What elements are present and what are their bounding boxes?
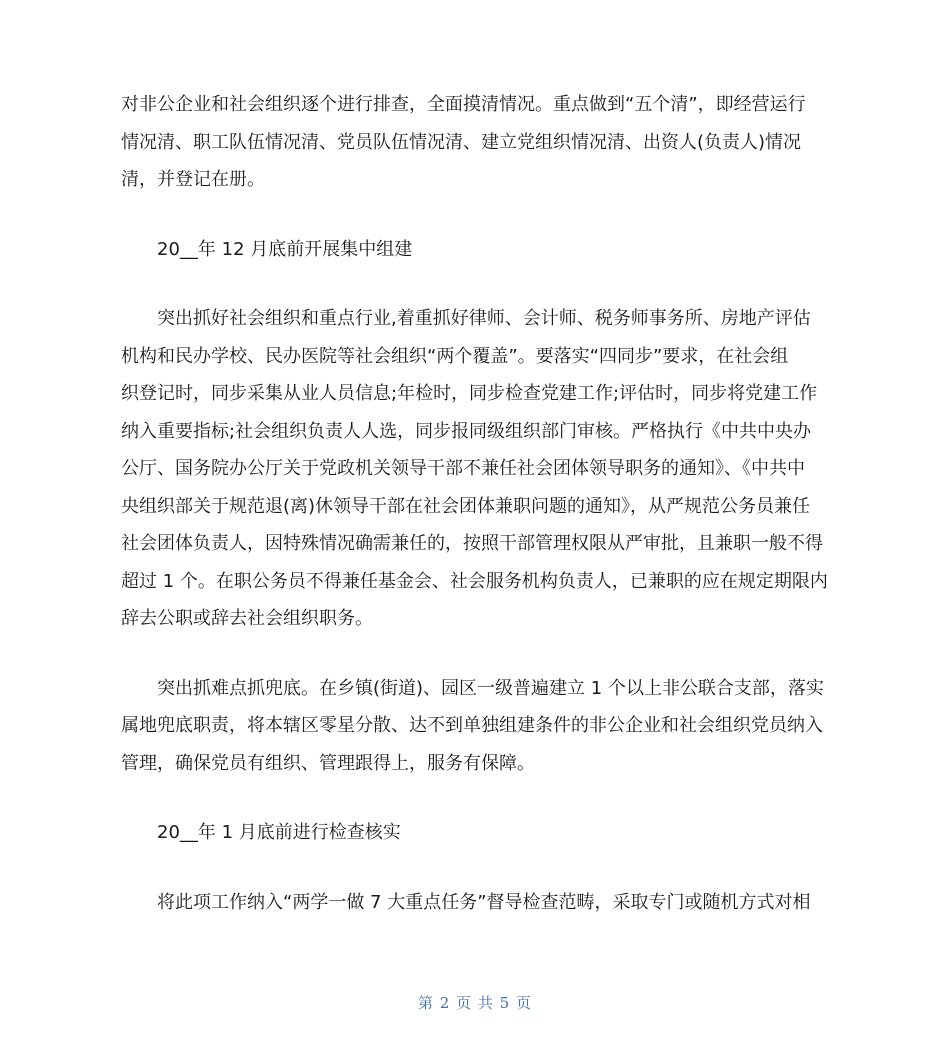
paragraph-difficult-points: 突出抓难点抓兜底。在乡镇(街道)、园区一级普遍建立 1 个以上非公联合支部，落实 属地兜底职责，将本辖区零星分散、达不到单独组建条件的非公企业和社会组织党员纳入 管理，确保党员有组织、管理跟得上，服务有保障。 <box>121 677 824 774</box>
document-body <box>121 86 845 921</box>
section-heading-december: 20__年 12 月底前开展集中组建 <box>157 238 413 260</box>
section-heading-january: 20__年 1 月底前进行检查核实 <box>157 822 401 843</box>
page-number-footer: 第 2 页 共 5 页 <box>418 994 532 1012</box>
paragraph-social-orgs: 突出抓好社会组织和重点行业,着重抓好律师、会计师、税务师事务所、房地产评估 机构和民办学校、民办医院等社会组织“两个覆盖”。要落实“四同步”要求，在社会组 织登记时，同步采集从业人员信息;年检时，同步检查党建工作;评估时，同步将党建工作 纳入重要指标;社会组织负责人人选，同步报同级组织部门审核。严格执行《中共中央办 公厅、国务院办公厅关于党政机关领导干部不兼任社会团体领导职务的通知》、《中共中 央组织部关于规范退(离)休领导干部在社会团体兼职问题的通知》，从严规范公务员兼任 社会团体负责人，因特殊情况确需兼任的，按照干部管理权限从严审批，且兼职一般不得 超过 1 个。在职公务员不得兼任基金会、社会服务机构负责人，已兼职的应在规定期限内 辞去公职或辞去社会组织职务。 <box>121 308 828 629</box>
paragraph-survey: 对非公企业和社会组织逐个进行排查，全面摸清情况。重点做到“五个清”，即经营运行 情况清、职工队伍情况清、党员队伍情况清、建立党组织情况清、出资人(负责人)情况 清，并登记在册。 <box>121 94 806 190</box>
paragraph-inspection: 将此项工作纳入“两学一做 7 大重点任务”督导检查范畴，采取专门或随机方式对相 <box>157 891 811 913</box>
